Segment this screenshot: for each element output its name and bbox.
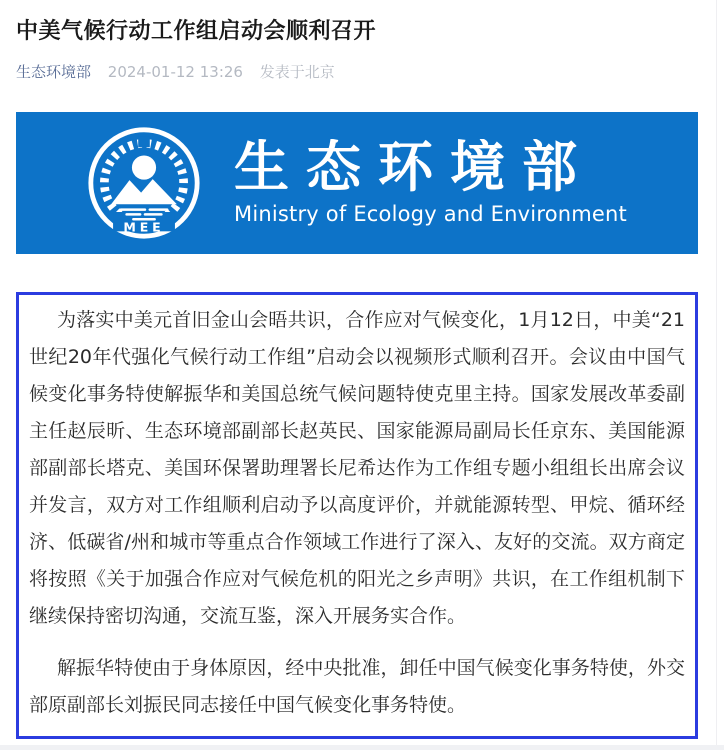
article-body-box <box>16 292 698 739</box>
article-title: 中美气候行动工作组启动会顺利召开 <box>16 19 377 44</box>
body-paragraph-2: 解振华特使由于身体原因，经中央批准，卸任中国气候变化事务特使，外交部原副部长刘振民同志接任中国气候变化事务特使。 <box>29 656 685 716</box>
bottom-page-edge <box>0 745 724 750</box>
banner-org-name-cn: 生态环境部 <box>234 139 595 200</box>
mee-logo-text: MEE <box>123 218 165 234</box>
banner-text <box>234 139 627 226</box>
account-name-link[interactable]: 生态环境部 <box>16 62 92 81</box>
window-edge-line <box>716 0 717 750</box>
publish-datetime: 2024-01-12 13:26 <box>107 62 243 81</box>
publish-location: 发表于北京 <box>259 62 335 81</box>
byline <box>16 62 698 82</box>
mee-header-banner <box>16 112 698 254</box>
banner-org-name-en: Ministry of Ecology and Environment <box>234 201 627 226</box>
body-paragraph-1: 为落实中美元首旧金山会晤共识，合作应对气候变化，1月12日，中美“21世纪20年代强化气候行动工作组”启动会以视频形式顺利召开。会议由中国气候变化事务特使解振华和美国总统气候问题特使克里主持。国家发展改革委副主任赵辰昕、生态环境部副部长赵英民、国家能源局副局长任京东、美国能源部副部长塔克、美国环保署助理署长尼希达作为工作组专题小组组长出席会议并发言，双方对工作组顺利启动予以高度评价，并就能源转型、甲烷、循环经济、低碳省/州和城市等重点合作领域工作进行了深入、友好的交流。双方商定将按照《关于加强合作应对气候危机的阳光之乡声明》共识，在工作组机制下继续保持密切沟通，交流互鉴，深入开展务实合作。 <box>29 308 685 627</box>
mee-emblem-icon <box>86 125 202 241</box>
